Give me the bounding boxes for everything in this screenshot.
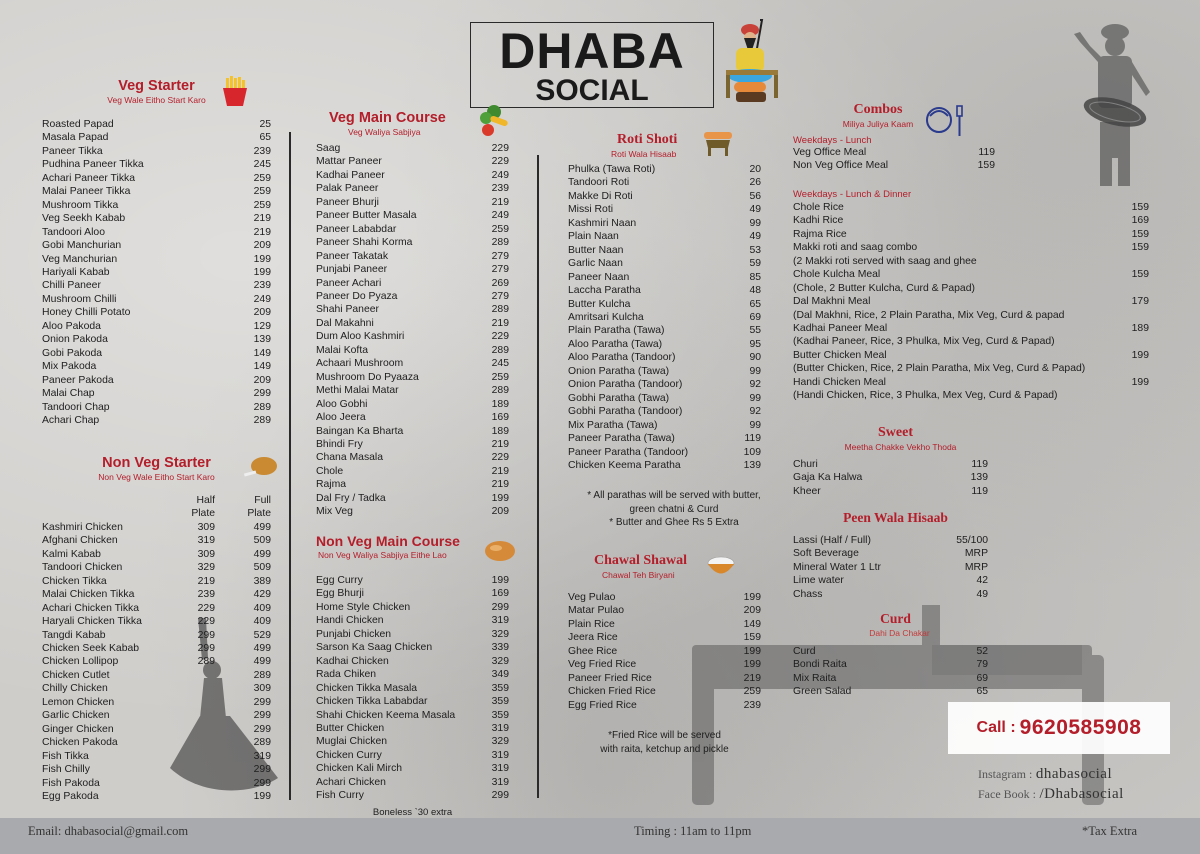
menu-item: Achari Chap 289 (42, 414, 271, 426)
menu-item: Punjabi Paneer 279 (316, 264, 509, 276)
footer-timing: Timing : 11am to 11pm (634, 824, 752, 838)
footer-tax-note: *Tax Extra (1082, 824, 1138, 838)
menu-item: Saag 229 (316, 143, 509, 154)
vegetables-icon (476, 104, 512, 143)
menu-item: Punjabi Chicken 329 (316, 628, 509, 640)
menu-item: Handi Chicken 319 (316, 615, 509, 627)
sweet-section (793, 425, 988, 498)
column-divider (289, 132, 291, 800)
brand-sub-text: SOCIAL (535, 74, 649, 107)
menu-item: Garlic Naan 59 (568, 258, 761, 270)
menu-item-description: (Butter Chicken, Rice, 2 Plain Paratha, Mix Veg, Curd & Papad) (793, 363, 1086, 375)
menu-item: Kadhai Chicken 329 (316, 655, 509, 667)
sardar-illustration (722, 18, 788, 110)
boneless-note: Boneless `30 extra (372, 806, 453, 818)
section-subtitle: Dahi Da Chakar (869, 628, 930, 638)
drinks-section (793, 510, 988, 601)
menu-item-description: (Kadhai Paneer, Rice, 3 Phulka, Mix Veg, Curd & Papad) (793, 336, 1055, 348)
combos-section (793, 102, 1153, 403)
menu-item: Paneer Paratha (Tandoor) 109 (568, 446, 761, 458)
rolling-pin-icon (700, 130, 736, 163)
menu-item: Methi Malai Matar 289 (316, 385, 509, 397)
menu-item: Honey Chilli Potato 209 (42, 307, 271, 319)
menu-item: Veg Fried Rice 199 (568, 659, 761, 671)
menu-item: Kashmiri Naan 99 (568, 217, 761, 229)
menu-item: Kalmi Kabab 309 499 (42, 548, 271, 560)
veg-main-course-section (316, 110, 509, 519)
menu-item: Paneer Bhurji 219 (316, 196, 509, 208)
menu-item: Chicken Keema Paratha 139 (568, 459, 761, 471)
non-veg-main-list (316, 574, 509, 803)
menu-item: Tandoori Roti 26 (568, 177, 761, 189)
menu-item: Tandoori Aloo 219 (42, 226, 271, 238)
menu-item: Gobi Pakoda 149 (42, 347, 271, 359)
menu-item: Muglai Chicken 329 (316, 736, 509, 748)
menu-item: Dal Fry / Tadka 199 (316, 492, 509, 504)
phone-number[interactable]: 9620585908 (1019, 716, 1142, 739)
menu-item: Chole Kulcha Meal 159 (793, 269, 1149, 281)
menu-item: Lemon Chicken 299 (42, 696, 271, 708)
menu-item: Tangdi Kabab 299 529 (42, 629, 271, 641)
menu-item-description: (2 Makki roti served with saag and ghee (793, 255, 977, 267)
menu-item: Pudhina Paneer Tikka 245 (42, 159, 271, 171)
menu-item: Afghani Chicken 319 509 (42, 535, 271, 547)
menu-item: Paneer Pakoda 209 (42, 374, 271, 386)
menu-item: Egg Pakoda 199 (42, 790, 271, 802)
full-plate-header: Full (254, 495, 271, 506)
menu-item: Curd 52 (793, 646, 988, 657)
chicken-leg-icon (242, 455, 278, 486)
menu-item: Plain Naan 49 (568, 231, 761, 243)
veg-starter-list (42, 118, 271, 427)
section-subtitle: Chawal Teh Biryani (602, 570, 675, 580)
non-veg-main-course-section (316, 533, 509, 819)
menu-item: Mix Pakoda 149 (42, 361, 271, 373)
section-title: Chawal Shawal (594, 553, 687, 568)
menu-item: Fish Chilly 299 (42, 764, 271, 776)
non-veg-starter-section (42, 455, 271, 803)
price-column-headers (42, 494, 271, 507)
menu-item: Mattar Paneer 229 (316, 156, 509, 168)
section-subtitle: Veg Wale Eitho Start Karo (107, 95, 206, 105)
menu-item: Non Veg Office Meal 159 (793, 160, 995, 172)
menu-item: Paneer Tikka 239 (42, 145, 271, 157)
price-column-headers: Plate Plate (191, 508, 271, 520)
menu-item: Butter Kulcha 65 (568, 298, 761, 310)
menu-item: Paneer Shahi Korma 289 (316, 237, 509, 249)
section-title: Veg Main Course (329, 110, 446, 126)
sweet-list (793, 458, 988, 498)
menu-item: Paneer Butter Masala 249 (316, 210, 509, 222)
menu-item: Ghee Rice 199 (568, 645, 761, 657)
section-title: Non Veg Starter (102, 455, 211, 471)
menu-item: Egg Curry 199 (316, 575, 509, 586)
weekday-lunch-heading: Weekdays - Lunch (793, 135, 872, 146)
menu-item: Shahi Paneer 289 (316, 304, 509, 316)
facebook-handle[interactable]: Face Book : /Dhabasocial (978, 786, 1124, 802)
menu-item: Malai Chicken Tikka 239 429 (42, 589, 271, 601)
menu-item: Paneer Lababdar 259 (316, 223, 509, 235)
section-subtitle: Non Veg Waliya Sabjiya Eithe Lao (318, 550, 447, 560)
menu-item-description: (Chole, 2 Butter Kulcha, Curd & Papad) (793, 282, 975, 294)
menu-item: Egg Bhurji 169 (316, 588, 509, 600)
curd-list (793, 645, 988, 699)
menu-item: Mushroom Tikka 259 (42, 199, 271, 211)
menu-item: Amritsari Kulcha 69 (568, 311, 761, 323)
menu-item: Ginger Chicken 299 (42, 723, 271, 735)
section-title: Curd (880, 611, 911, 626)
section-subtitle: Miliya Juliya Kaam (842, 119, 914, 129)
menu-item: Plain Rice 149 (568, 618, 761, 630)
menu-item: Tandoori Chap 289 (42, 401, 271, 413)
menu-item: Rajma 219 (316, 479, 509, 491)
menu-item: Achari Chicken Tikka 229 409 (42, 602, 271, 614)
paratha-note: * All parathas will be served with butter, green chatni & Curd * Butter and Ghee Rs 5 Extra (587, 490, 761, 529)
menu-item: Aloo Paratha (Tawa) 95 (568, 338, 761, 350)
menu-item: Churi 119 (793, 459, 988, 470)
menu-item: Mushroom Chilli 249 (42, 293, 271, 305)
menu-item: Egg Fried Rice 239 (568, 699, 761, 711)
roti-section (568, 132, 761, 530)
menu-item: Aloo Paratha (Tandoor) 90 (568, 352, 761, 364)
menu-item-description: (Dal Makhni, Rice, 2 Plain Paratha, Mix Veg, Curd & papad (793, 309, 1065, 321)
menu-item: Chicken Tikka Lababdar 359 (316, 696, 509, 708)
menu-item: Chilly Chicken 309 (42, 683, 271, 695)
menu-item: Missi Roti 49 (568, 204, 761, 216)
menu-item: Paneer Fried Rice 219 (568, 672, 761, 684)
menu-item: Chicken Lollipop 289 499 (42, 656, 271, 668)
menu-item: Onion Pakoda 139 (42, 334, 271, 346)
menu-item: Roasted Papad 25 (42, 119, 271, 130)
menu-item: Achari Paneer Tikka 259 (42, 172, 271, 184)
menu-item: Veg Manchurian 199 (42, 253, 271, 265)
menu-item: Onion Paratha (Tandoor) 92 (568, 379, 761, 391)
menu-item: Home Style Chicken 299 (316, 601, 509, 613)
footer-email[interactable]: Email: dhabasocial@gmail.com (28, 824, 189, 838)
menu-item: Haryali Chicken Tikka 229 409 (42, 616, 271, 628)
menu-item: Mix Veg 209 (316, 506, 509, 518)
non-veg-starter-list (42, 521, 271, 804)
menu-item: Chole 219 (316, 465, 509, 477)
menu-item: Aloo Gobhi 189 (316, 398, 509, 410)
menu-item: Rajma Rice 159 (793, 228, 1149, 240)
menu-item: Tandoori Chicken 329 509 (42, 562, 271, 574)
chawal-section (568, 553, 761, 756)
column-divider (537, 155, 539, 798)
menu-item: Fish Pakoda 299 (42, 777, 271, 789)
chawal-list (568, 591, 761, 712)
menu-item: Chicken Tikka Masala 359 (316, 682, 509, 694)
menu-item-description: (Handi Chicken, Rice, 3 Phulka, Mex Veg, Curd & Papad) (793, 390, 1058, 402)
menu-item: Kashmiri Chicken 309 499 (42, 521, 271, 533)
menu-item: Bhindi Fry 219 (316, 438, 509, 450)
menu-item: Paneer Naan 85 (568, 271, 761, 283)
menu-item: Mix Paratha (Tawa) 99 (568, 419, 761, 431)
menu-item: Gobhi Paratha (Tawa) 99 (568, 392, 761, 404)
menu-item: Makki roti and saag combo 159 (793, 242, 1149, 254)
half-plate-header: Half (196, 495, 215, 506)
menu-item: Paneer Do Pyaza 279 (316, 290, 509, 302)
menu-item: Jeera Rice 159 (568, 632, 761, 644)
weekday-lunch-dinner-heading: Weekdays - Lunch & Dinner (793, 188, 912, 200)
menu-item: Dal Makahni 219 (316, 317, 509, 329)
menu-item: Paneer Takatak 279 (316, 250, 509, 262)
lunch-combos-list (793, 146, 995, 173)
menu-item: Sarson Ka Saag Chicken 339 (316, 642, 509, 654)
menu-item: Masala Papad 65 (42, 132, 271, 144)
menu-item: Laccha Paratha 48 (568, 285, 761, 297)
menu-item: Paneer Paratha (Tawa) 119 (568, 433, 761, 445)
section-title: Non Veg Main Course (316, 533, 460, 549)
menu-item: Phulka (Tawa Roti) 20 (568, 164, 761, 175)
veg-starter-section (42, 78, 271, 427)
menu-item: Achaari Mushroom 245 (316, 358, 509, 370)
menu-item: Chicken Kali Mirch 319 (316, 763, 509, 775)
menu-item: Aloo Pakoda 129 (42, 320, 271, 332)
menu-item: Hariyali Kabab 199 (42, 266, 271, 278)
call-box[interactable] (948, 702, 1170, 754)
menu-item: Malai Kofta 289 (316, 344, 509, 356)
menu-item: Butter Chicken Meal 199 (793, 349, 1149, 361)
menu-item: Green Salad 65 (793, 686, 988, 698)
menu-item: Chicken Fried Rice 259 (568, 686, 761, 698)
menu-item: Kheer 119 (793, 485, 988, 497)
fried-rice-note: *Fried Rice will be served with raita, ketchup and pickle (600, 730, 729, 755)
section-subtitle: Meetha Chakke Vekho Thoda (844, 442, 957, 452)
menu-item: Gobi Manchurian 209 (42, 240, 271, 252)
menu-item: Kadhai Paneer Meal 189 (793, 322, 1149, 334)
section-subtitle: Non Veg Wale Eitho Start Karo (98, 472, 215, 482)
brand-main-text: DHABA (499, 23, 685, 79)
menu-item: Malai Paneer Tikka 259 (42, 186, 271, 198)
menu-item: Kadhai Paneer 249 (316, 169, 509, 181)
menu-item: Veg Seekh Kabab 219 (42, 213, 271, 225)
lunch-dinner-combos-list (793, 201, 1149, 403)
curd-section (793, 611, 988, 699)
section-subtitle: Veg Waliya Sabjiya (348, 127, 421, 137)
menu-item: Chana Masala 229 (316, 452, 509, 464)
menu-item: Achari Chicken 319 (316, 776, 509, 788)
menu-item: Fish Curry 299 (316, 790, 509, 802)
call-label: Call : (976, 719, 1016, 736)
menu-item: Lassi (Half / Full) 55/100 (793, 535, 988, 546)
menu-item: Mix Raita 69 (793, 672, 988, 684)
menu-item: Makke Di Roti 56 (568, 190, 761, 202)
menu-item: Rada Chiken 349 (316, 669, 509, 681)
menu-item: Chicken Seek Kabab 299 499 (42, 642, 271, 654)
menu-item: Chicken Tikka 219 389 (42, 575, 271, 587)
menu-item: Gobhi Paratha (Tandoor) 92 (568, 406, 761, 418)
section-title: Peen Wala Hisaab (843, 510, 948, 525)
menu-item: Matar Pulao 209 (568, 605, 761, 617)
roti-list (568, 163, 761, 472)
menu-item: Baingan Ka Bharta 189 (316, 425, 509, 437)
menu-item: Chicken Curry 319 (316, 749, 509, 761)
rice-bowl-icon (706, 553, 736, 584)
section-title: Veg Starter (118, 78, 195, 94)
menu-item: Palak Paneer 239 (316, 183, 509, 195)
menu-item: Veg Office Meal 119 (793, 147, 995, 158)
menu-item: Kadhi Rice 169 (793, 215, 1149, 227)
menu-item: Gaja Ka Halwa 139 (793, 472, 988, 484)
menu-item: Dal Makhni Meal 179 (793, 296, 1149, 308)
menu-item: Plain Paratha (Tawa) 55 (568, 325, 761, 337)
menu-item: Garlic Chicken 299 (42, 710, 271, 722)
menu-item: Chass 49 (793, 588, 988, 600)
fries-icon (218, 76, 250, 113)
menu-item: Lime water 42 (793, 575, 988, 587)
menu-item: Soft Beverage MRP (793, 548, 988, 560)
section-title: Combos (853, 102, 903, 117)
menu-item: Chicken Cutlet 289 (42, 669, 271, 681)
plate-cutlery-icon (925, 104, 965, 143)
drinks-list (793, 534, 988, 601)
menu-item: Shahi Chicken Keema Masala 359 (316, 709, 509, 721)
menu-item: Chicken Pakoda 289 (42, 737, 271, 749)
menu-item: Fish Tikka 319 (42, 750, 271, 762)
menu-item: Veg Pulao 199 (568, 592, 761, 603)
section-title: Roti Shoti (617, 132, 678, 147)
menu-item: Malai Chap 299 (42, 388, 271, 400)
section-subtitle: Roti Wala Hisaab (611, 149, 677, 159)
menu-item: Handi Chicken Meal 199 (793, 376, 1149, 388)
menu-item: Paneer Achari 269 (316, 277, 509, 289)
menu-item: Bondi Raita 79 (793, 659, 988, 671)
menu-item: Butter Chicken 319 (316, 722, 509, 734)
footer-bar (0, 818, 1200, 854)
menu-item: Onion Paratha (Tawa) 99 (568, 365, 761, 377)
menu-item: Mushroom Do Pyaaza 259 (316, 371, 509, 383)
veg-main-list (316, 142, 509, 519)
menu-item: Chilli Paneer 239 (42, 280, 271, 292)
roast-chicken-icon (482, 537, 518, 568)
menu-item: Mineral Water 1 Ltr MRP (793, 561, 988, 573)
section-title: Sweet (878, 425, 913, 440)
menu-item: Aloo Jeera 169 (316, 412, 509, 424)
menu-item: Dum Aloo Kashmiri 229 (316, 331, 509, 343)
menu-item: Chole Rice 159 (793, 201, 1149, 213)
instagram-handle[interactable]: Instagram : dhabasocial (978, 766, 1113, 782)
brand-logo (470, 22, 714, 108)
menu-item: Butter Naan 53 (568, 244, 761, 256)
